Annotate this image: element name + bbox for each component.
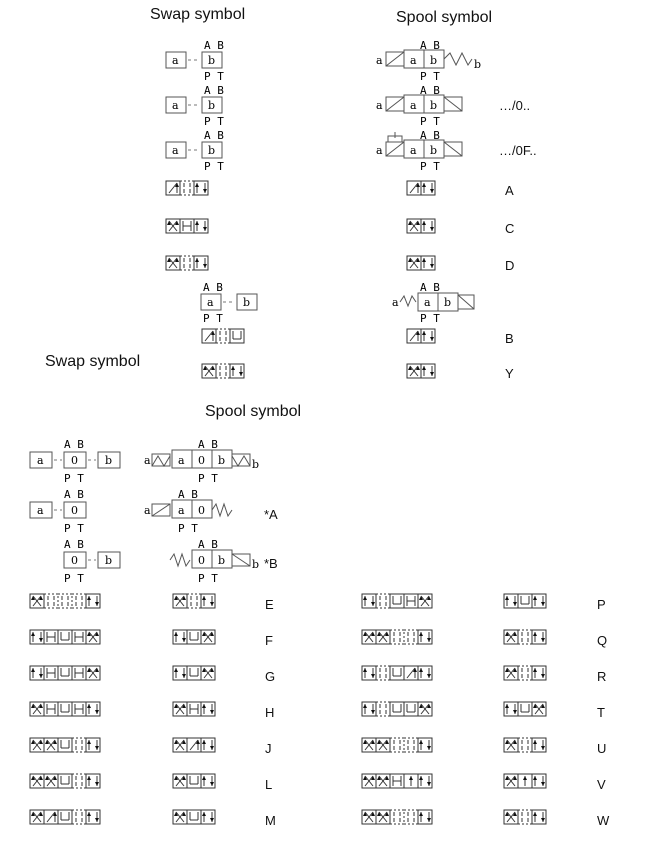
spool-glyph-12 bbox=[361, 593, 433, 609]
code-r: R bbox=[597, 669, 607, 684]
spool-symbol-3pos-row-3 bbox=[144, 536, 264, 586]
code-u: U bbox=[597, 741, 607, 756]
port-label-ab: A B bbox=[198, 538, 218, 551]
swap-symbol-row-4 bbox=[197, 280, 267, 326]
position-b-label: b bbox=[218, 454, 226, 467]
spool-glyph-16 bbox=[361, 629, 433, 645]
spring-a-label: a bbox=[392, 296, 399, 309]
port-label-pt: P T bbox=[203, 312, 223, 325]
spool-glyph-22 bbox=[29, 701, 101, 717]
spool-glyph-26 bbox=[29, 737, 101, 753]
code-p: P bbox=[597, 597, 606, 612]
position-b-label: b bbox=[444, 296, 452, 309]
header-spool-symbol-mid: Spool symbol bbox=[205, 403, 302, 420]
spring-b-icon bbox=[232, 456, 250, 466]
spool-glyph-24 bbox=[361, 701, 433, 717]
port-label-pt: P T bbox=[420, 115, 440, 128]
port-label-pt: P T bbox=[178, 522, 198, 535]
port-label-pt: P T bbox=[420, 312, 440, 325]
position-0-label: 0 bbox=[71, 454, 78, 467]
port-label-pt: P T bbox=[420, 160, 440, 173]
swap-symbol-row-1 bbox=[160, 38, 230, 84]
spring-b-label: b bbox=[474, 58, 482, 71]
port-label-pt: P T bbox=[204, 70, 224, 83]
spool-symbol-row-3 bbox=[374, 128, 504, 174]
code-m: M bbox=[265, 813, 276, 828]
spool-glyph-32 bbox=[361, 773, 433, 789]
spool-glyph-28 bbox=[361, 737, 433, 753]
position-a-label: a bbox=[172, 99, 179, 112]
code-g: G bbox=[265, 669, 276, 684]
position-b-label: b bbox=[208, 99, 216, 112]
position-b-label: b bbox=[243, 296, 251, 309]
spring-icon bbox=[170, 554, 190, 566]
position-a-label: a bbox=[37, 504, 44, 517]
position-b-label: b bbox=[105, 554, 113, 567]
code-t: T bbox=[597, 705, 605, 720]
spring-a-icon bbox=[152, 456, 170, 466]
spool-glyph-1 bbox=[406, 180, 436, 196]
code-0f: …/0F.. bbox=[499, 143, 537, 158]
spool-glyph-8 bbox=[201, 363, 245, 379]
position-a-label: a bbox=[410, 99, 417, 112]
code-0: …/0.. bbox=[499, 98, 531, 113]
spool-glyph-10 bbox=[29, 593, 101, 609]
port-label-ab: A B bbox=[64, 488, 84, 501]
spool-glyph-5 bbox=[406, 255, 436, 271]
position-b-label: b bbox=[208, 144, 216, 157]
port-label-ab: A B bbox=[420, 129, 440, 142]
spool-symbol-row-2 bbox=[374, 83, 504, 129]
port-label-pt: P T bbox=[420, 70, 440, 83]
spool-glyph-37 bbox=[503, 809, 547, 825]
port-label-pt: P T bbox=[64, 572, 84, 585]
port-label-pt: P T bbox=[198, 472, 218, 485]
position-b-label: b bbox=[430, 54, 438, 67]
spool-glyph-17 bbox=[503, 629, 547, 645]
code-j: J bbox=[265, 741, 272, 756]
spool-glyph-23 bbox=[172, 701, 216, 717]
position-a-label: a bbox=[37, 454, 44, 467]
position-a-label: a bbox=[410, 144, 417, 157]
port-label-ab: A B bbox=[204, 39, 224, 52]
solenoid-b-label: b bbox=[252, 458, 260, 471]
spool-glyph-18 bbox=[29, 665, 101, 681]
spool-glyph-36 bbox=[361, 809, 433, 825]
port-label-pt: P T bbox=[64, 522, 84, 535]
position-b-label: b bbox=[430, 99, 438, 112]
port-label-pt: P T bbox=[198, 572, 218, 585]
position-0-label: 0 bbox=[71, 504, 78, 517]
position-0-label: 0 bbox=[198, 454, 205, 467]
code-b: B bbox=[505, 331, 514, 346]
position-a-label: a bbox=[207, 296, 214, 309]
spool-glyph-27 bbox=[172, 737, 216, 753]
position-a-label: a bbox=[178, 454, 185, 467]
spool-glyph-33 bbox=[503, 773, 547, 789]
position-b-label: b bbox=[430, 144, 438, 157]
position-a-label: a bbox=[172, 54, 179, 67]
code-v: V bbox=[597, 777, 606, 792]
port-label-ab: A B bbox=[198, 438, 218, 451]
swap-symbol-row-3 bbox=[160, 128, 230, 174]
spool-symbol-row-4 bbox=[392, 280, 492, 326]
code-w: W bbox=[597, 813, 610, 828]
header-spool-symbol-top: Spool symbol bbox=[396, 9, 493, 26]
code-e: E bbox=[265, 597, 274, 612]
solenoid-a-label: a bbox=[144, 454, 151, 467]
spool-glyph-9 bbox=[406, 363, 436, 379]
code-star-b: *B bbox=[264, 556, 278, 571]
solenoid-a-label: a bbox=[376, 54, 383, 67]
port-label-ab: A B bbox=[420, 84, 440, 97]
spool-glyph-25 bbox=[503, 701, 547, 717]
port-label-ab: A B bbox=[204, 84, 224, 97]
spool-symbol-3pos-row-1 bbox=[144, 436, 264, 486]
spool-glyph-13 bbox=[503, 593, 547, 609]
code-star-a: *A bbox=[264, 507, 278, 522]
position-0-label: 0 bbox=[198, 554, 205, 567]
spool-glyph-4 bbox=[165, 255, 209, 271]
position-0-label: 0 bbox=[71, 554, 78, 567]
swap-symbol-3pos-row-2 bbox=[26, 486, 106, 536]
spool-glyph-3 bbox=[406, 218, 436, 234]
code-l: L bbox=[265, 777, 273, 792]
swap-symbol-3pos-row-3 bbox=[26, 536, 136, 586]
spool-glyph-31 bbox=[172, 773, 216, 789]
position-a-label: a bbox=[178, 504, 185, 517]
spool-glyph-21 bbox=[503, 665, 547, 681]
port-label-ab: A B bbox=[420, 39, 440, 52]
port-label-ab: A B bbox=[64, 438, 84, 451]
code-d: D bbox=[505, 258, 515, 273]
solenoid-a-label: a bbox=[376, 99, 383, 112]
code-q: Q bbox=[597, 633, 608, 648]
spool-glyph-15 bbox=[172, 629, 216, 645]
spool-glyph-7 bbox=[406, 328, 436, 344]
code-y: Y bbox=[505, 366, 514, 381]
spool-glyph-19 bbox=[172, 665, 216, 681]
position-a-label: a bbox=[424, 296, 431, 309]
position-b-label: b bbox=[208, 54, 216, 67]
code-h: H bbox=[265, 705, 275, 720]
position-a-label: a bbox=[172, 144, 179, 157]
spool-glyph-34 bbox=[29, 809, 101, 825]
spool-glyph-14 bbox=[29, 629, 101, 645]
position-b-label: b bbox=[218, 554, 226, 567]
spring-icon bbox=[212, 504, 232, 516]
spool-glyph-2 bbox=[165, 218, 209, 234]
header-swap-symbol-top: Swap symbol bbox=[150, 6, 246, 23]
spool-glyph-30 bbox=[29, 773, 101, 789]
solenoid-a-label: a bbox=[144, 504, 151, 517]
port-label-ab: A B bbox=[178, 488, 198, 501]
port-label-pt: P T bbox=[204, 160, 224, 173]
port-label-ab: A B bbox=[64, 538, 84, 551]
code-a: A bbox=[505, 183, 514, 198]
spool-glyph-20 bbox=[361, 665, 433, 681]
position-a-label: a bbox=[410, 54, 417, 67]
position-0-label: 0 bbox=[198, 504, 205, 517]
spool-symbol-row-1 bbox=[374, 38, 504, 84]
solenoid-b-label: b bbox=[252, 558, 260, 571]
spool-glyph-35 bbox=[172, 809, 216, 825]
code-c: C bbox=[505, 221, 515, 236]
port-label-ab: A B bbox=[420, 281, 440, 294]
port-label-pt: P T bbox=[64, 472, 84, 485]
swap-symbol-3pos-row-1 bbox=[26, 436, 136, 486]
port-label-pt: P T bbox=[204, 115, 224, 128]
position-b-label: b bbox=[105, 454, 113, 467]
spring-icon bbox=[400, 296, 416, 306]
spool-glyph-0 bbox=[165, 180, 209, 196]
spring-icon bbox=[444, 53, 472, 65]
port-label-ab: A B bbox=[203, 281, 223, 294]
header-swap-symbol-mid: Swap symbol bbox=[45, 353, 141, 370]
spool-glyph-6 bbox=[201, 328, 245, 344]
spool-symbol-3pos-row-2 bbox=[144, 486, 254, 536]
port-label-ab: A B bbox=[204, 129, 224, 142]
solenoid-a-label: a bbox=[376, 144, 383, 157]
code-f: F bbox=[265, 633, 273, 648]
swap-symbol-row-2 bbox=[160, 83, 230, 129]
spool-glyph-29 bbox=[503, 737, 547, 753]
spool-glyph-11 bbox=[172, 593, 216, 609]
